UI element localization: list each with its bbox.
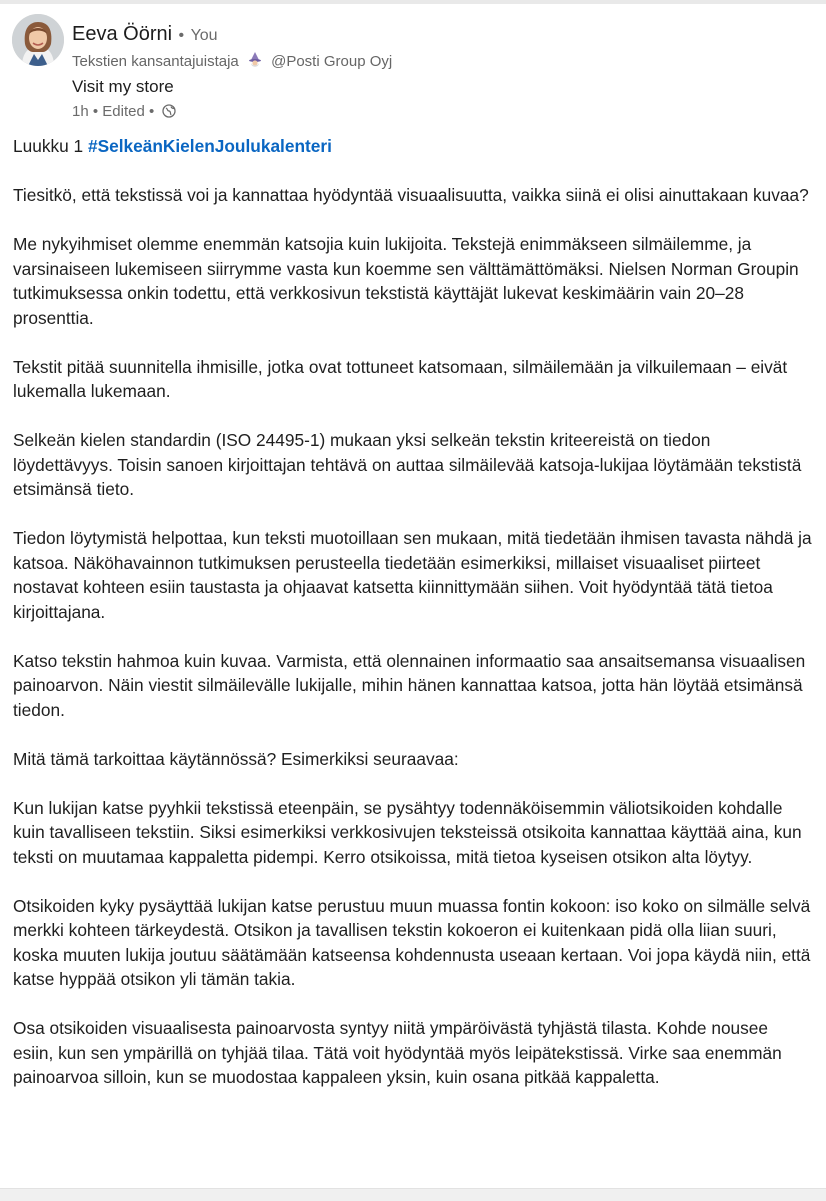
visit-store-link[interactable]: Visit my store <box>72 77 174 96</box>
globe-icon <box>162 104 176 118</box>
post-header <box>12 14 812 124</box>
you-label: You <box>190 27 218 44</box>
post-intro <box>13 134 813 159</box>
headline-text: Tekstien kansantajuistaja <box>72 53 239 70</box>
author-headline <box>72 51 392 72</box>
author-name[interactable]: Eeva Öörni <box>72 23 173 45</box>
post-meta <box>72 102 176 122</box>
avatar-photo-icon <box>12 14 64 66</box>
top-divider <box>0 0 826 4</box>
paragraph-4: Selkeän kielen standardin (ISO 24495-1) mukaan yksi selkeän tekstin kriteereistä on tiedon löydettävyys. Toisin sanoen kirjoittajan tehtävä on auttaa silmäilevää katsoja-lukijaa löytämään tekstistä etsimänsä tieto. <box>13 430 802 499</box>
post-body <box>13 134 813 1114</box>
paragraph-7: Mitä tämä tarkoittaa käytännössä? Esimerkiksi seuraavaa: <box>13 748 459 769</box>
meta-separator-2: • <box>149 103 155 120</box>
bottom-divider <box>0 1188 826 1201</box>
paragraph-2: Me nykyihmiset olemme enemmän katsojia kuin lukijoita. Tekstejä enimmäkseen silmäilemme, ja varsinaiseen lukemiseen siirrymme vasta kun koemme sen välttämättömäksi. Nielsen Norman Groupin tutkimuksessa onkin todettu, että verkkosivun tekstistä käyttäjät lukevat keskimäärin vain 20–28 prosenttia. <box>13 234 799 328</box>
headline-company[interactable]: @Posti Group Oyj <box>271 53 393 70</box>
post-time: 1h <box>72 103 89 120</box>
edited-label: Edited <box>102 103 145 120</box>
author-avatar[interactable] <box>12 14 64 66</box>
paragraph-3: Tekstit pitää suunnitella ihmisille, jotka ovat tottuneet katsomaan, silmäilemään ja vilkuilemaan – eivät lukemalla lukemaan. <box>13 356 788 401</box>
hashtag-link[interactable]: #SelkeänKielenJoulukalenteri <box>87 136 332 156</box>
paragraph-9: Otsikoiden kyky pysäyttää lukijan katse perustuu muun muassa fontin kokoon: iso koko on silmälle selvä merkki kohteen tärkeydestä. Otsikon ja tavallisen tekstin kokoeron ei kuitenkaan pidä olla liian suuri, koska muuten lukija joutuu säätämään katseensa kohdennusta useaan kertaan. Voi jopa käydä niin, että katse hyppää otsikon yli tämän takia. <box>13 895 811 989</box>
intro-prefix: Luukku 1 <box>13 136 88 156</box>
author-name-row <box>72 22 218 48</box>
paragraph-6: Katso tekstin hahmoa kuin kuvaa. Varmista, että olennainen informaatio saa ansaitsemansa visuaalisen painoarvon. Näin viestit silmäilevälle lukijalle, mihin hänen kannattaa katsoa, jotta hän löytää etsimänsä tiedon. <box>13 650 806 720</box>
wizard-emoji-icon <box>246 51 264 69</box>
meta-separator-1: • <box>92 103 99 120</box>
name-separator: • <box>178 27 185 44</box>
paragraph-1: Tiesitkö, että tekstissä voi ja kannattaa hyödyntää visuaalisuutta, vaikka siinä ei olisi ainuttakaan kuvaa? <box>13 185 809 205</box>
paragraph-10: Osa otsikoiden visuaalisesta painoarvosta syntyy niitä ympäröivästä tyhjästä tilasta. Kohde nousee esiin, kun sen ympärillä on tyhjää tilaa. Tätä voit hyödyntää myös leipätekstissä. Virke saa enemmän painoarvoa silloin, kun se muodostaa kappaleen yksin, kuin osana pitkää kappaletta. <box>13 1018 782 1087</box>
paragraph-8: Kun lukijan katse pyyhkii tekstissä eteenpäin, se pysähtyy todennäköisemmin väliotsikoiden kohdalle kuin tavalliseen tekstiin. Siksi esimerkiksi verkkosivujen teksteissä otsikoita kannattaa käyttää aina, kun teksti on muutamaa kappaletta pidempi. Kerro otsikoissa, mitä tietoa kyseisen otsikon alta löytyy. <box>13 797 802 867</box>
paragraph-5: Tiedon löytymistä helpottaa, kun teksti muotoillaan sen mukaan, mitä tiedetään ihmisen tavasta nähdä ja katsoa. Näköhavainnon tutkimuksen perusteella tiedetään esimerkiksi, millaiset visuaaliset piirteet nostavat kohteen esiin taustasta ja ohjaavat katsetta kiinnittymään siihen. Voit hyödyntää tätä tietoa kirjoittajana. <box>13 528 812 622</box>
